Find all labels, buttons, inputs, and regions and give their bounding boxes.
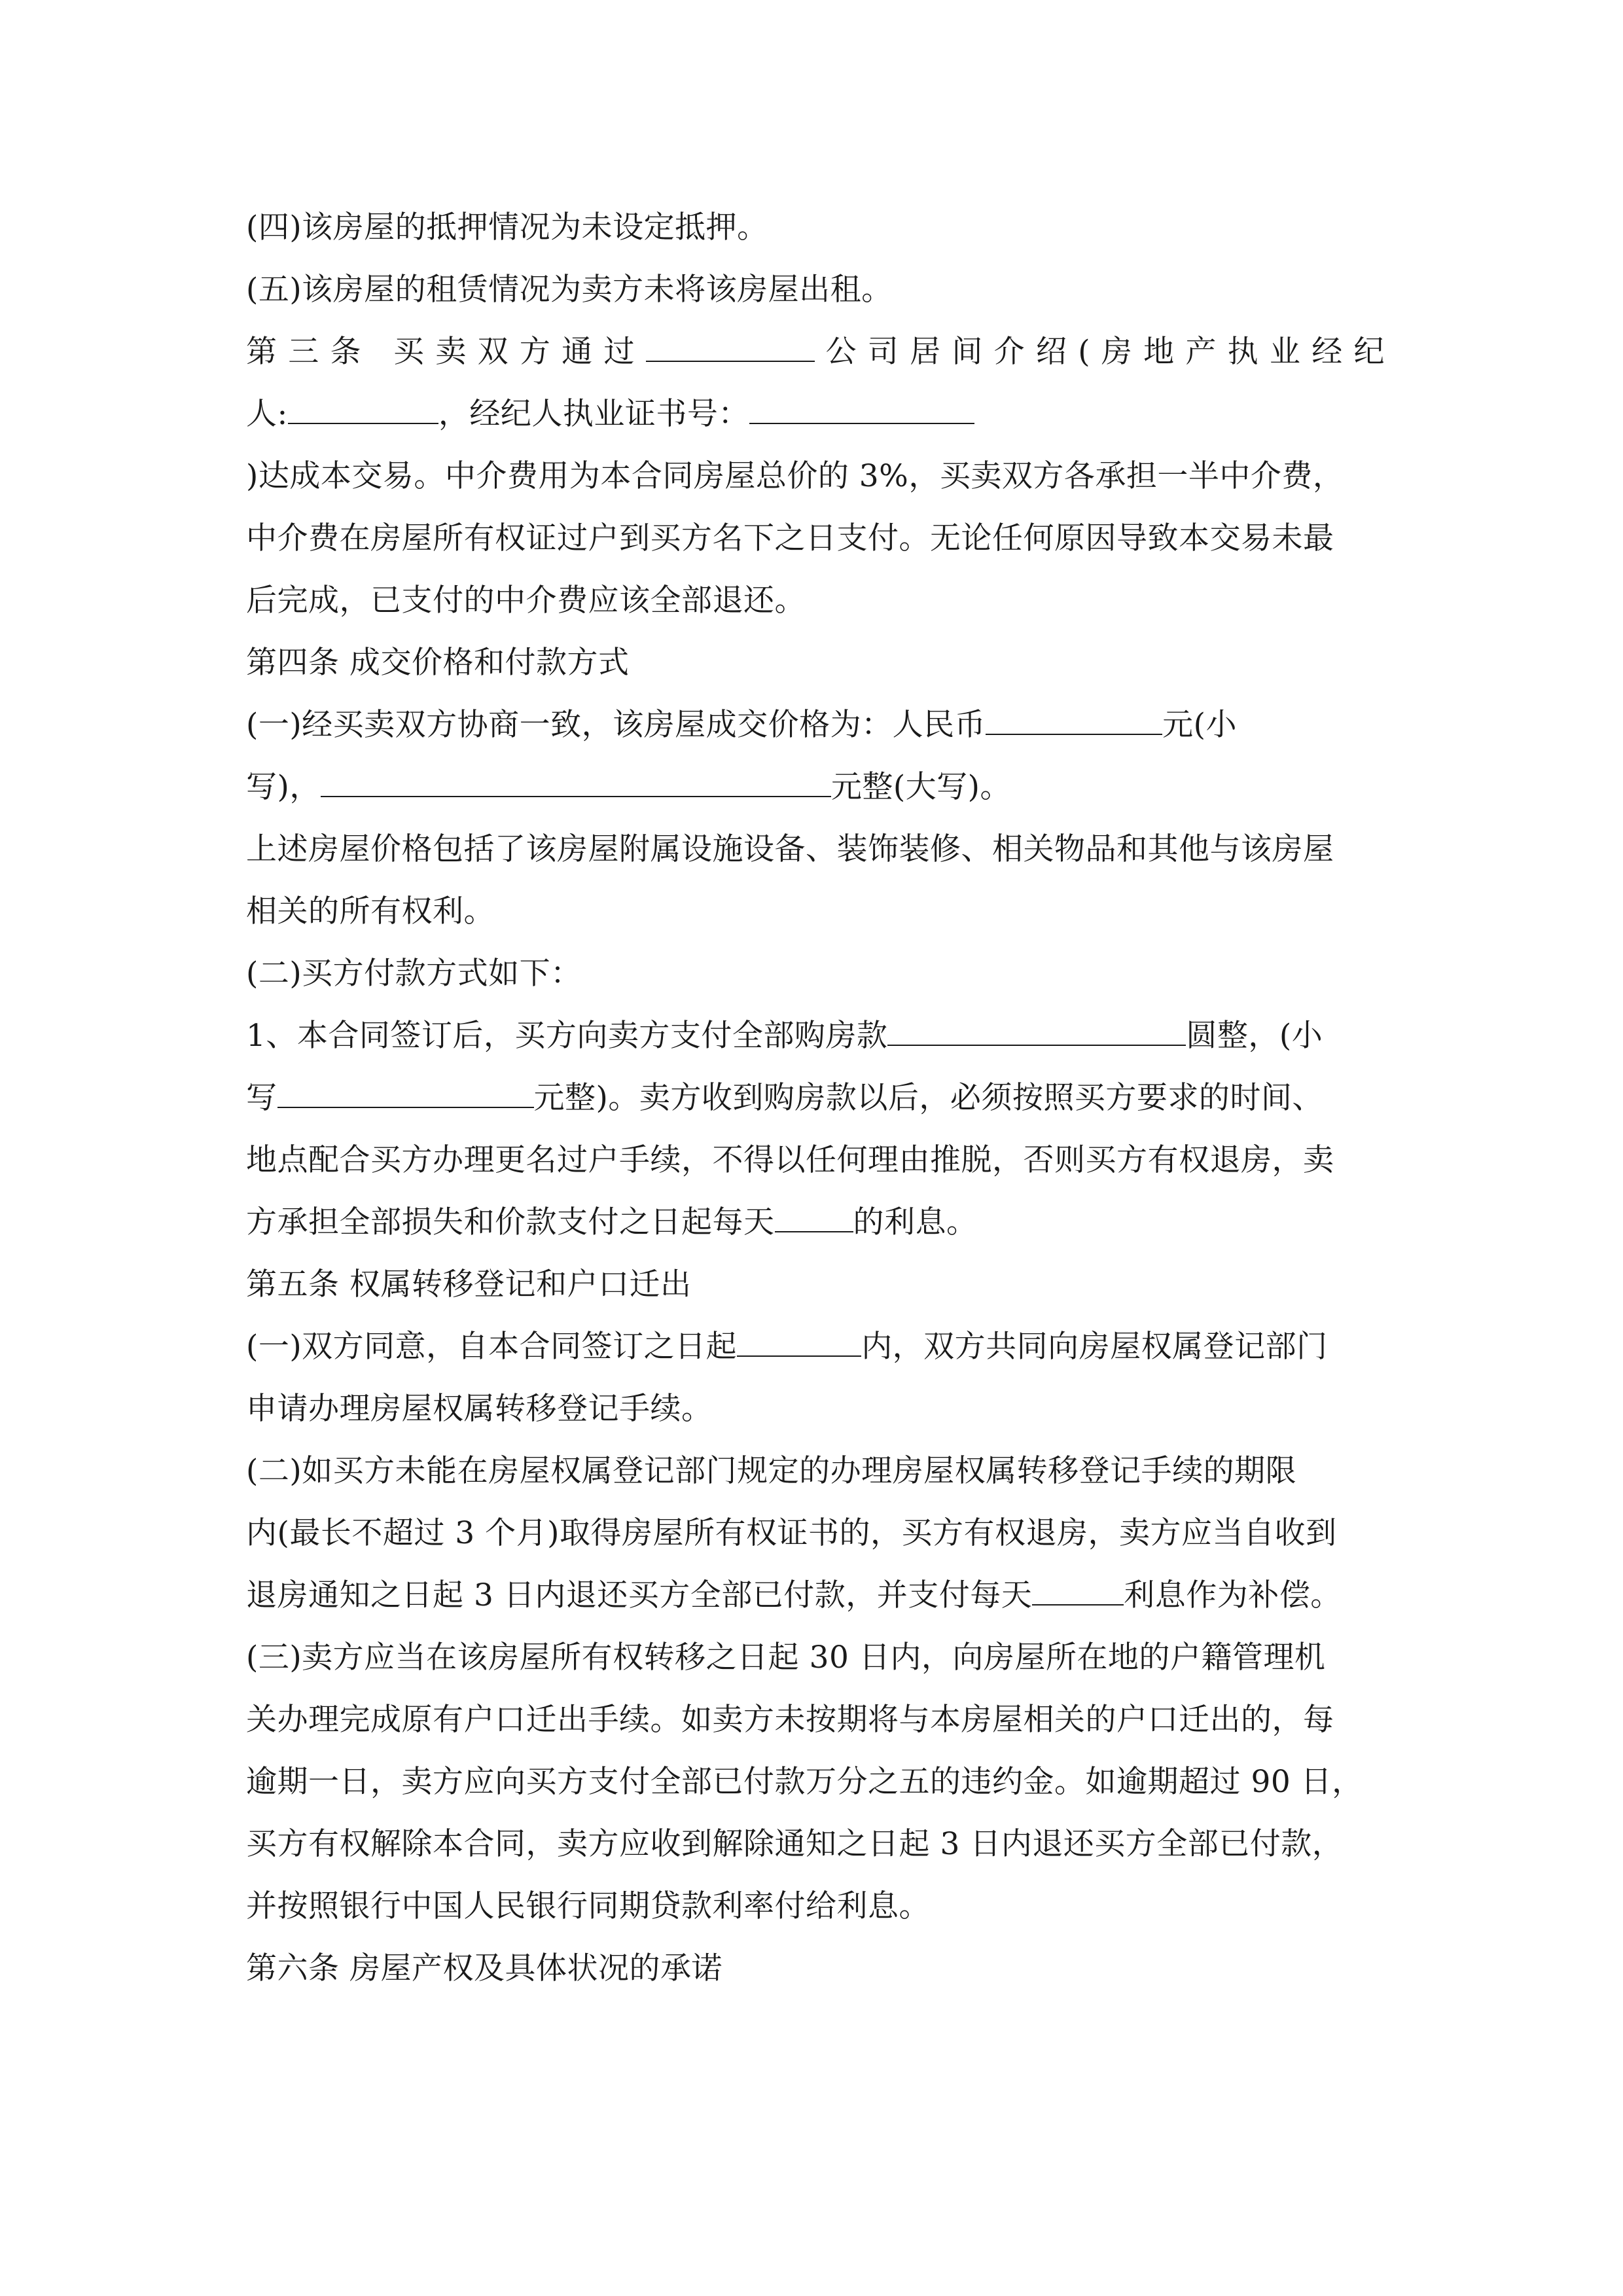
text-segment: 利息作为补偿。 — [1124, 1577, 1342, 1613]
payment-line-3: 地点配合买方办理更名过户手续，不得以任何理由推脱，否则买方有权退房，卖 — [246, 1142, 1334, 1178]
blank-payment-words — [887, 1018, 1186, 1046]
article-4-line-2 — [246, 756, 1385, 818]
text-segment: 元(小 — [1162, 707, 1238, 743]
article-5-line-4: 内(最长不超过 3 个月)取得房屋所有权证书的，买方有权退房，卖方应当自收到 — [246, 1515, 1337, 1551]
article-4-line-4: 相关的所有权利。 — [246, 893, 495, 929]
text-segment: 第三条 买卖双方通过 — [246, 334, 646, 370]
blank-agency-company — [646, 334, 815, 362]
text-segment: (一)经买卖双方协商一致，该房屋成交价格为：人民币 — [246, 707, 986, 743]
article-5-line-2: 申请办理房屋权属转移登记手续。 — [246, 1391, 713, 1427]
blank-agent-name — [288, 397, 438, 424]
article-3-line-3: )达成本交易。中介费用为本合同房屋总价的 3%，买卖双方各承担一半中介费， — [246, 458, 1344, 494]
text-segment: 方承担全部损失和价款支付之日起每天 — [246, 1204, 775, 1240]
text-segment: 圆整，(小 — [1186, 1018, 1323, 1054]
payment-line-1 — [246, 1005, 1385, 1067]
text-segment: 写)， — [246, 769, 321, 805]
article-4-line-3: 上述房屋价格包括了该房屋附属设施设备、装饰装修、相关物品和其他与该房屋 — [246, 831, 1334, 867]
text-segment: 写 — [246, 1080, 277, 1116]
article-5-line-8: 逾期一日，卖方应向买方支付全部已付款万分之五的违约金。如逾期超过 90 日， — [246, 1764, 1363, 1800]
article-6-heading: 第六条 房屋产权及具体状况的承诺 — [246, 1950, 722, 1986]
blank-price-words — [321, 770, 831, 797]
blank-compensation-interest — [1032, 1578, 1124, 1605]
article-3-line-1 — [246, 321, 1385, 383]
text-segment: 元整(大写)。 — [830, 769, 1012, 805]
contract-body — [246, 196, 1385, 2000]
payment-line-2 — [246, 1067, 1385, 1129]
text-segment: 1、本合同签订后，买方向卖方支付全部购房款 — [246, 1018, 888, 1054]
article-5-line-5 — [246, 1564, 1385, 1626]
article-5-line-10: 并按照银行中国人民银行同期贷款利率付给利息。 — [246, 1888, 930, 1924]
article-5-line-9: 买方有权解除本合同，卖方应收到解除通知之日起 3 日内退还买方全部已付款， — [246, 1826, 1344, 1862]
article-3-line-4: 中介费在房屋所有权证过户到买方名下之日支付。无论任何原因导致本交易未最 — [246, 520, 1334, 556]
payment-line-4 — [246, 1191, 1385, 1253]
blank-daily-interest — [775, 1205, 853, 1232]
blank-price-digits — [986, 708, 1162, 735]
article-5-heading: 第五条 权属转移登记和户口迁出 — [246, 1266, 692, 1302]
article-3-line-2 — [246, 383, 1385, 445]
blank-payment-digits — [277, 1081, 534, 1108]
text-segment: 公司居间介绍(房地产执业经纪 — [814, 334, 1385, 370]
article-5-line-1 — [246, 1316, 1385, 1378]
text-segment: 退房通知之日起 3 日内退还买方全部已付款，并支付每天 — [246, 1577, 1033, 1613]
text-segment: 人: — [246, 396, 288, 432]
article-4-heading: 第四条 成交价格和付款方式 — [246, 645, 630, 681]
blank-days — [737, 1329, 861, 1357]
blank-agent-license-no — [749, 397, 974, 424]
payment-method-heading: (二)买方付款方式如下： — [246, 956, 582, 992]
article-5-line-7: 关办理完成原有户口迁出手续。如卖方未按期将与本房屋相关的户口迁出的，每 — [246, 1702, 1334, 1738]
clause-lease-status: (五)该房屋的租赁情况为卖方未将该房屋出租。 — [246, 272, 893, 308]
article-4-line-1 — [246, 694, 1385, 756]
text-segment: 元整)。卖方收到购房款以后，必须按照买方要求的时间、 — [533, 1080, 1323, 1116]
text-segment: 内，双方共同向房屋权属登记部门 — [861, 1329, 1328, 1365]
article-5-line-3: (二)如买方未能在房屋权属登记部门规定的办理房屋权属转移登记手续的期限 — [246, 1453, 1297, 1489]
article-5-line-6: (三)卖方应当在该房屋所有权转移之日起 30 日内，向房屋所在地的户籍管理机 — [246, 1640, 1326, 1676]
clause-mortgage-status: (四)该房屋的抵押情况为未设定抵押。 — [246, 209, 768, 245]
text-segment: 的利息。 — [853, 1204, 978, 1240]
text-segment: (一)双方同意，自本合同签订之日起 — [246, 1329, 738, 1365]
text-segment: ，经纪人执业证书号： — [438, 396, 749, 432]
article-3-line-5: 后完成，已支付的中介费应该全部退还。 — [246, 583, 806, 619]
